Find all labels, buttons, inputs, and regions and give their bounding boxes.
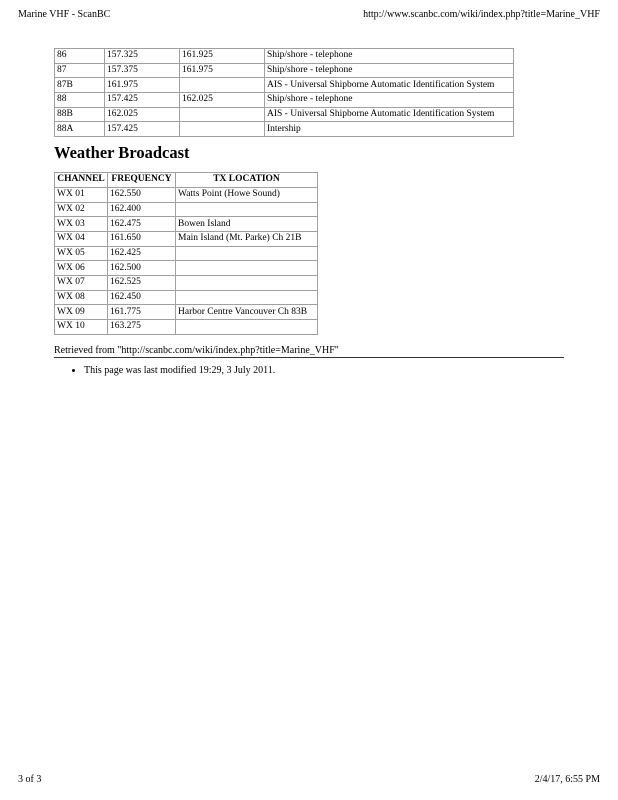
frequency-cell: 157.425 [105,93,180,108]
usage-cell: AIS - Universal Shipborne Automatic Identification System [265,107,514,122]
channel-cell: 88A [55,122,105,137]
print-footer-page-number: 3 of 3 [18,774,42,785]
location-cell [176,275,318,290]
table-row [55,305,318,320]
usage-cell: Ship/shore - telephone [265,49,514,64]
last-modified-text: • This page was last modified 19:29, 3 July 2011. [84,365,564,376]
frequency-cell: 157.375 [105,63,180,78]
table-row [55,63,514,78]
print-header-title: Marine VHF - ScanBC [18,9,111,20]
channel-cell: 87 [55,63,105,78]
frequency-cell: 163.275 [108,320,176,335]
frequency-cell [180,78,265,93]
frequency-cell: 162.450 [108,290,176,305]
frequency-cell [180,107,265,122]
location-cell [176,290,318,305]
table-row [55,217,318,232]
location-cell [176,246,318,261]
table-row [55,246,318,261]
frequency-cell: 161.975 [105,78,180,93]
location-cell [176,320,318,335]
channel-cell: 87B [55,78,105,93]
frequency-cell: 161.975 [180,63,265,78]
frequency-cell: 162.550 [108,187,176,202]
usage-cell: Ship/shore - telephone [265,93,514,108]
location-cell [176,202,318,217]
frequency-cell: 157.425 [105,122,180,137]
frequency-cell: 161.925 [180,49,265,64]
weather-broadcast-heading: Weather Broadcast [54,143,190,163]
channel-cell: WX 08 [55,290,108,305]
frequency-cell: 161.775 [108,305,176,320]
channel-cell: WX 04 [55,231,108,246]
channel-cell: WX 02 [55,202,108,217]
table-row [55,187,318,202]
retrieved-from-text: Retrieved from "http://scanbc.com/wiki/index.php?title=Marine_VHF" [54,345,564,358]
frequency-cell: 162.425 [108,246,176,261]
column-header-tx-location: TX LOCATION [176,173,318,188]
frequency-cell: 162.025 [105,107,180,122]
table-row [55,275,318,290]
column-header-channel: CHANNEL [55,173,108,188]
frequency-cell [180,122,265,137]
channel-cell: WX 07 [55,275,108,290]
location-cell: Harbor Centre Vancouver Ch 83B [176,305,318,320]
location-cell [176,261,318,276]
channel-cell: WX 09 [55,305,108,320]
table-row [55,202,318,217]
frequency-cell: 161.650 [108,231,176,246]
channel-cell: WX 05 [55,246,108,261]
print-header-url: http://www.scanbc.com/wiki/index.php?title=Marine_VHF [363,9,600,20]
usage-cell: AIS - Universal Shipborne Automatic Identification System [265,78,514,93]
table-row [55,93,514,108]
usage-cell: Intership [265,122,514,137]
weather-table [54,172,318,335]
channel-cell: 86 [55,49,105,64]
page-content [54,48,564,376]
frequency-cell: 162.500 [108,261,176,276]
channel-cell: WX 01 [55,187,108,202]
table-row [55,107,514,122]
channel-cell: WX 03 [55,217,108,232]
frequency-cell: 162.475 [108,217,176,232]
usage-cell: Ship/shore - telephone [265,63,514,78]
table-row [55,290,318,305]
frequency-cell: 162.525 [108,275,176,290]
channel-cell: 88 [55,93,105,108]
frequency-cell: 162.400 [108,202,176,217]
frequency-cell: 162.025 [180,93,265,108]
channel-cell: 88B [55,107,105,122]
table-row [55,122,514,137]
location-cell: Bowen Island [176,217,318,232]
table-header-row [55,173,318,188]
column-header-frequency: FREQUENCY [108,173,176,188]
frequency-cell: 157.325 [105,49,180,64]
table-row [55,78,514,93]
table-row [55,261,318,276]
location-cell: Watts Point (Howe Sound) [176,187,318,202]
table-row [55,231,318,246]
location-cell: Main Island (Mt. Parke) Ch 21B [176,231,318,246]
footer-info-list [54,365,564,376]
table-row [55,320,318,335]
table-row [55,49,514,64]
channel-cell: WX 06 [55,261,108,276]
print-footer-datetime: 2/4/17, 6:55 PM [534,774,600,785]
channels-table [54,48,514,137]
channel-cell: WX 10 [55,320,108,335]
